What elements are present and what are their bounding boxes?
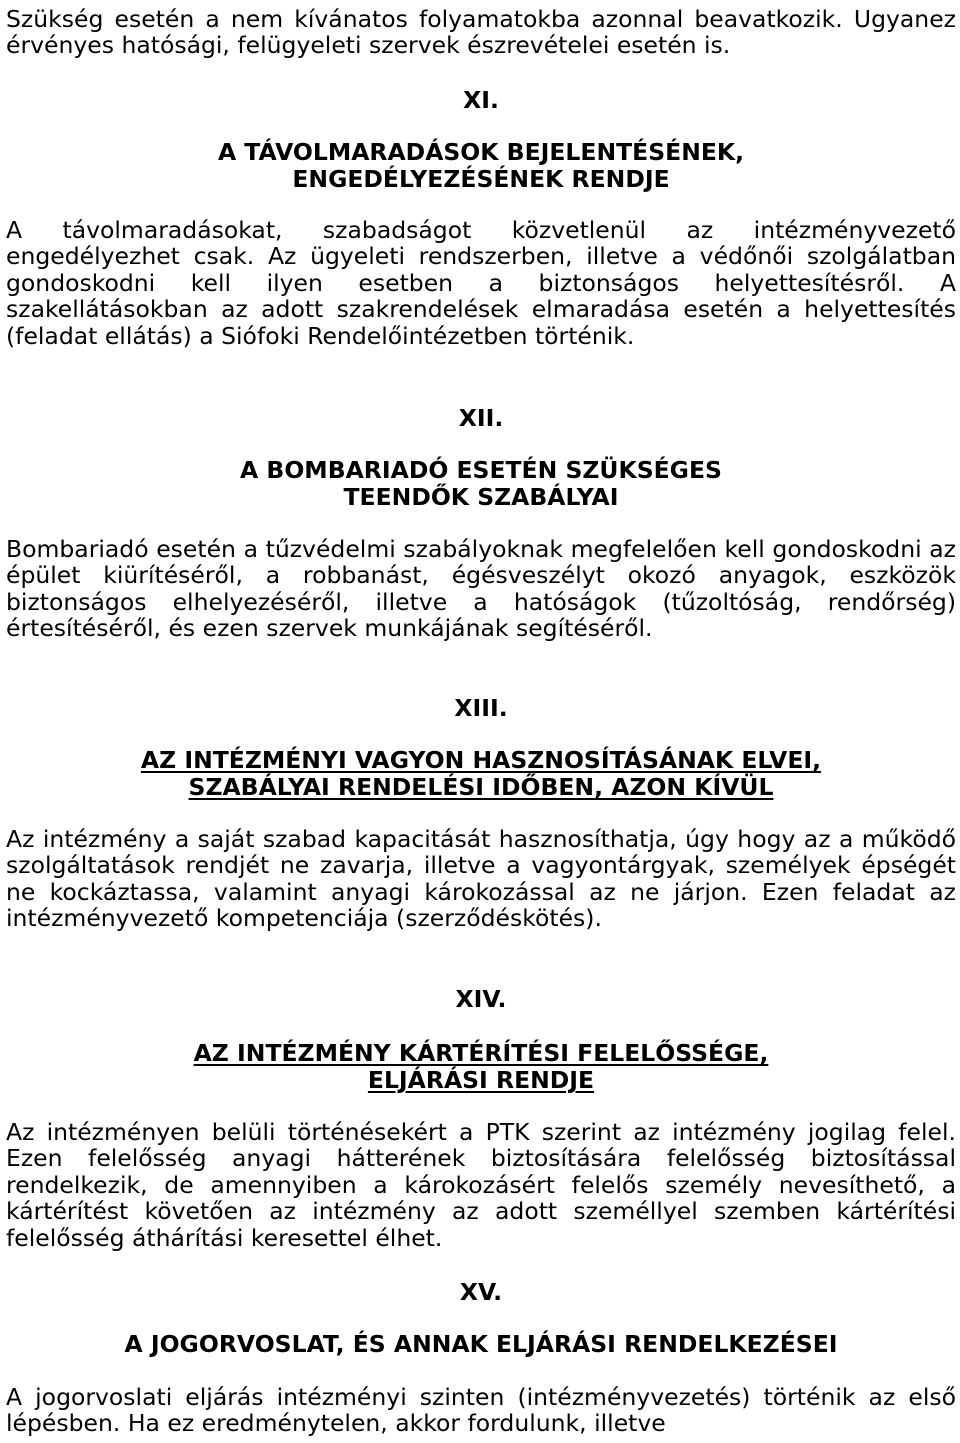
section-title-line-1: A TÁVOLMARADÁSOK BEJELENTÉSÉNEK, xyxy=(217,138,745,166)
section-title-line-2: TEENDŐK SZABÁLYAI xyxy=(343,483,619,511)
section-body: A jogorvoslati eljárás intézményi szinten (intézményvezetés) történik az első lépésben. Ha ez eredménytelen, akkor fordulunk, illetve xyxy=(6,1383,956,1438)
section-title-line-1: A BOMBARIADÓ ESETÉN SZÜKSÉGES xyxy=(240,456,722,484)
section-title-line-1: A JOGORVOSLAT, ÉS ANNAK ELJÁRÁSI RENDELKEZÉSEI xyxy=(124,1330,838,1358)
section-number: XIV. xyxy=(455,985,507,1013)
section-title-line-1: AZ INTÉZMÉNYI VAGYON HASZNOSÍTÁSÁNAK ELVEI, xyxy=(140,746,822,774)
section-title xyxy=(6,1331,956,1358)
intro-paragraph: Szükség esetén a nem kívánatos folyamatokba azonnal beavatkozik. Ugyanez érvényes hatósági, felügyeleti szervek észrevételei esetén is. xyxy=(6,5,956,60)
section-title-line-2: SZABÁLYAI RENDELÉSI IDŐBEN, AZON KÍVÜL xyxy=(188,773,774,801)
section-title xyxy=(6,1040,956,1094)
section-title xyxy=(6,457,956,511)
section-body: A távolmaradásokat, szabadságot közvetlenül az intézményvezető engedélyezhet csak. Az ügyeleti rendszerben, illetve a védőnői szolgálatban gondoskodni kell ilyen esetben a biztonságos helyettesítésről. A szakellátásokban az adott szakrendelések elmaradása esetén a helyettesítés (feladat ellátás) a Siófoki Rendelőintézetben történik. xyxy=(6,216,956,350)
section-number: XV. xyxy=(459,1278,503,1306)
section-number: XIII. xyxy=(454,694,508,722)
section-body: Az intézményen belüli történésekért a PTK szerint az intézmény jogilag felel. Ezen felelősség anyagi hátterének biztosítására felelősség biztosítással rendelkezik, de amennyiben a károkozásért felelős személy nevesíthető, a kártérítést követően az intézmény az adott személlyel szemben kártérítési felelősség áthárítási keresettel élhet. xyxy=(6,1118,956,1252)
section-title-line-2: ENGEDÉLYEZÉSÉNEK RENDJE xyxy=(292,165,670,193)
section-number: XI. xyxy=(463,86,499,114)
section-title xyxy=(6,747,956,801)
section-title xyxy=(6,139,956,193)
section-body: Bombariadó esetén a tűzvédelmi szabályoknak megfelelően kell gondoskodni az épület kiürítéséről, a robbanást, égésveszélyt okozó anyagok, eszközök biztonságos elhelyezéséről, illetve a hatóságok (tűzoltóság, rendőrség) értesítéséről, és ezen szervek munkájának segítéséről. xyxy=(6,535,956,643)
section-body: Az intézmény a saját szabad kapacitását hasznosíthatja, úgy hogy az a működő szolgáltatások rendjét ne zavarja, illetve a vagyontárgyak, személyek épségét ne kockáztassa, valamint anyagi károkozással az ne járjon. Ezen feladat az intézményvezető kompetenciája (szerződéskötés). xyxy=(6,825,956,933)
section-title-line-2: ELJÁRÁSI RENDJE xyxy=(367,1066,595,1094)
section-title-line-1: AZ INTÉZMÉNY KÁRTÉRÍTÉSI FELELŐSSÉGE, xyxy=(193,1039,769,1067)
section-number: XII. xyxy=(458,404,504,432)
